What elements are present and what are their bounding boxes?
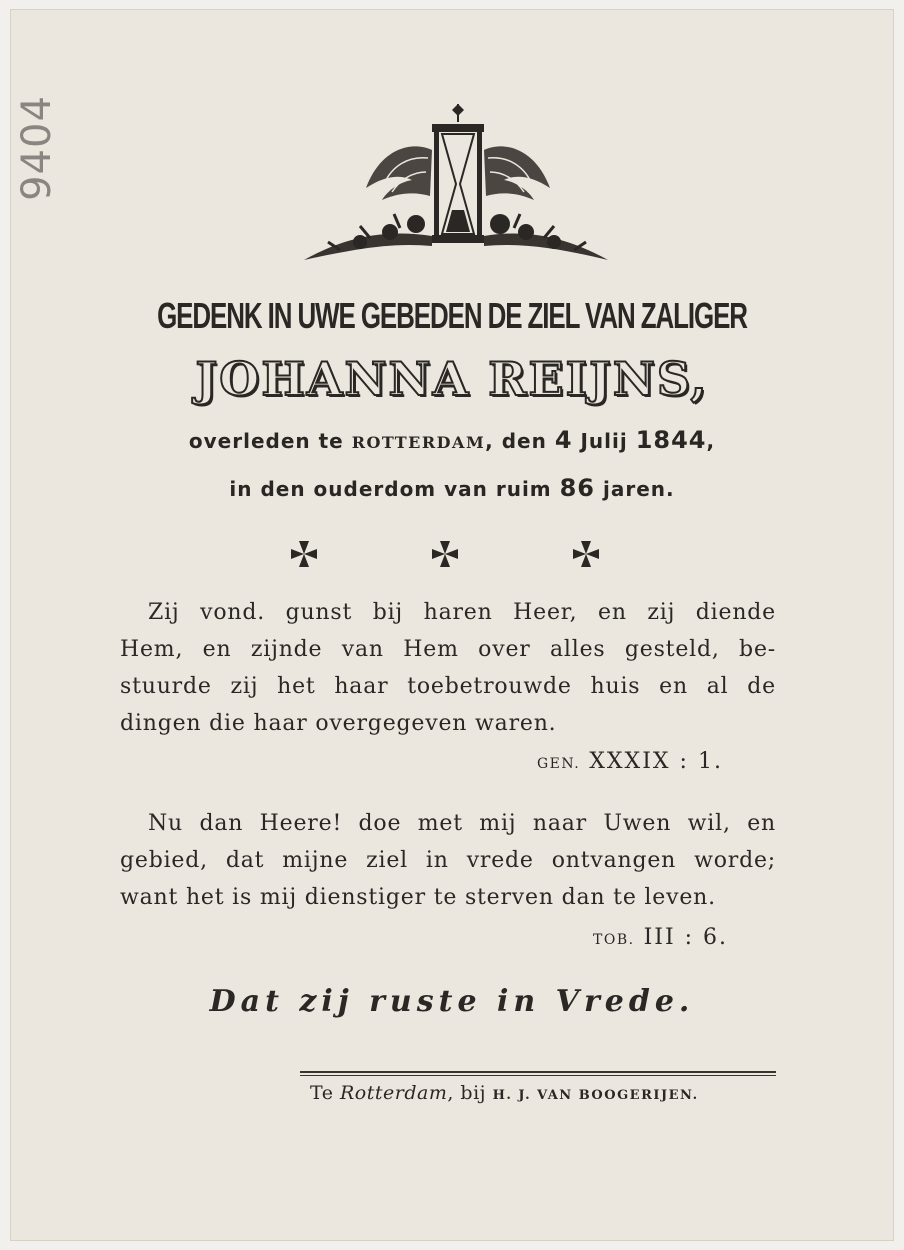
verse-reference [593, 925, 728, 950]
cross-divider [0, 540, 904, 572]
divider-rule [300, 1075, 776, 1076]
verse-genesis [120, 594, 776, 742]
age-line [0, 474, 904, 502]
imprint-printer-name: H. J. VAN BOOGERIJEN. [492, 1088, 699, 1103]
death-place: ROTTERDAM [351, 433, 486, 452]
verse-line: stuurde zij het haar toebetrouwde huis en al de [120, 674, 776, 699]
verse-line: Hem, en zijnde van Hem over alles gesteld, be- [120, 637, 776, 662]
verse-line: dingen die haar overgegeven waren. [120, 711, 557, 736]
death-year: 1844 [635, 426, 707, 454]
imprint-middle: , bij [447, 1082, 493, 1104]
verse-line: gebied, dat mijne ziel in vrede ontvangen worde; [120, 848, 776, 873]
death-middle: , den [485, 429, 555, 453]
reference-book: GEN. [537, 756, 581, 772]
deceased-name: JOHANNA REIJNS, [195, 352, 709, 406]
age-suffix: jaren. [595, 477, 675, 501]
verse-line: want het is mij dienstiger te sterven dan te leven. [120, 885, 716, 910]
verse-reference [537, 749, 723, 774]
closing-blessing: Dat zij ruste in Vrede. [209, 984, 695, 1019]
age-years: 86 [559, 474, 596, 502]
imprint-city: Rotterdam [339, 1082, 448, 1104]
imprint-prefix: Te [310, 1082, 340, 1104]
death-line [0, 426, 904, 454]
death-month: Julij [572, 429, 636, 453]
death-suffix: , [706, 429, 716, 453]
verse-tobit [120, 805, 776, 916]
cross-pattee-icon [290, 540, 318, 568]
printer-imprint [310, 1082, 780, 1104]
death-prefix: overleden te [188, 429, 352, 453]
pencil-number: 9404 [13, 95, 60, 201]
reference-chapter: III : 6. [643, 925, 729, 950]
verse-line: Zij vond. gunst bij haren Heer, en zij diende [148, 600, 776, 625]
divider-rule [300, 1071, 776, 1073]
hourglass-wings-emblem-icon [300, 100, 612, 265]
verse-line: Nu dan Heere! doe met mij naar Uwen wil, en [148, 811, 776, 836]
cross-pattee-icon [431, 540, 459, 568]
death-day: 4 [554, 426, 573, 454]
reference-chapter: XXXIX : 1. [589, 749, 723, 774]
page-heading: GEDENK IN UWE GEBEDEN DE ZIEL VAN ZALIGER [157, 295, 747, 336]
reference-book: TOB. [593, 932, 635, 948]
cross-pattee-icon [572, 540, 600, 568]
pencil-annotation [14, 80, 58, 210]
age-prefix: in den ouderdom van ruim [229, 477, 560, 501]
